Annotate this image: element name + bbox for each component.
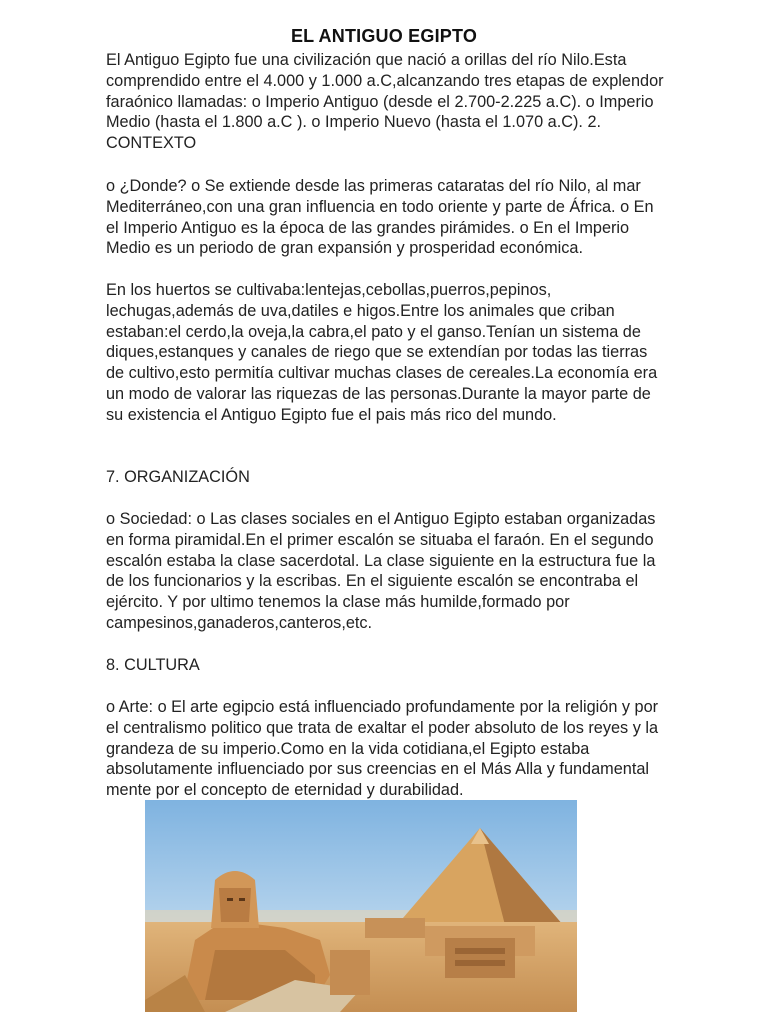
section-8-heading: 8. CULTURA <box>106 656 200 674</box>
sphinx-pyramid-photo <box>145 800 577 1012</box>
intro-paragraph: El Antiguo Egipto fue una civilización que nació a orillas del río Nilo.Esta comprendido entre el 4.000 y 1.000 a.C,alcanzando tres etapas de explendor faraónico llamadas: o Imperio Antiguo (desde el 2.700-2.225 a.C). o Imperio Medio (hasta el 1.800 a.C ). o Imperio Nuevo (hasta el 1.070 a.C). 2. CONTEXTO <box>106 51 664 153</box>
stone-block <box>330 950 370 995</box>
sphinx-face <box>219 888 251 922</box>
sphinx-pyramid-illustration <box>145 800 577 1012</box>
section-7-heading: 7. ORGANIZACIÓN <box>106 468 250 486</box>
sphinx-eye <box>239 898 245 901</box>
temple-steps <box>445 938 515 978</box>
step-line <box>455 948 505 954</box>
section-8-paragraph: o Arte: o El arte egipcio está influenciado profundamente por la religión y por el centralismo politico que trata de exaltar el poder absoluto de los reyes y la grandeza de su imperio.Como en la vida cotidiana,el Egipto estaba absolutamente influenciado por sus creencias en el Más Alla y fundamental mente por el concepto de eternidad y durabilidad. <box>106 698 659 800</box>
step-line <box>455 960 505 966</box>
document-title: EL ANTIGUO EGIPTO <box>290 26 478 46</box>
section-7-paragraph: o Sociedad: o Las clases sociales en el Antiguo Egipto estaban organizadas en forma piramidal.En el primer escalón se situaba el faraón. En el segundo escalón estaba la clase sacerdotal. La clase siguiente en la estructura fue la de los funcionarios y la escribas. En el siguiente escalón se encontraba el ejército. Y por ultimo tenemos la clase más humilde,formado por campesinos,ganaderos,canteros,etc. <box>106 510 656 632</box>
contexto-paragraph: o ¿Donde? o Se extiende desde las primeras cataratas del río Nilo, al mar Mediterráneo,con una gran influencia en todo oriente y parte de África. o En el Imperio Antiguo es la época de las grandes pirámides. o En el Imperio Medio es un periodo de gran expansión y prosperidad económica. <box>106 177 654 258</box>
temple-ruin <box>365 918 425 938</box>
sphinx-eye <box>227 898 233 901</box>
economia-paragraph: En los huertos se cultivaba:lentejas,cebollas,puerros,pepinos, lechugas,además de uva,datiles e higos.Entre los animales que criban estaban:el cerdo,la oveja,la cabra,el pato y el ganso.Tenían un sistema de diques,estanques y canales de riego que se extendían por todas las tierras de cultivo,esto permitía cultivar muchas clases de cereales.La economía era un modo de valorar las riquezas de las personas.Durante la mayor parte de su existencia el Antiguo Egipto fue el pais más rico del mundo. <box>106 281 658 424</box>
